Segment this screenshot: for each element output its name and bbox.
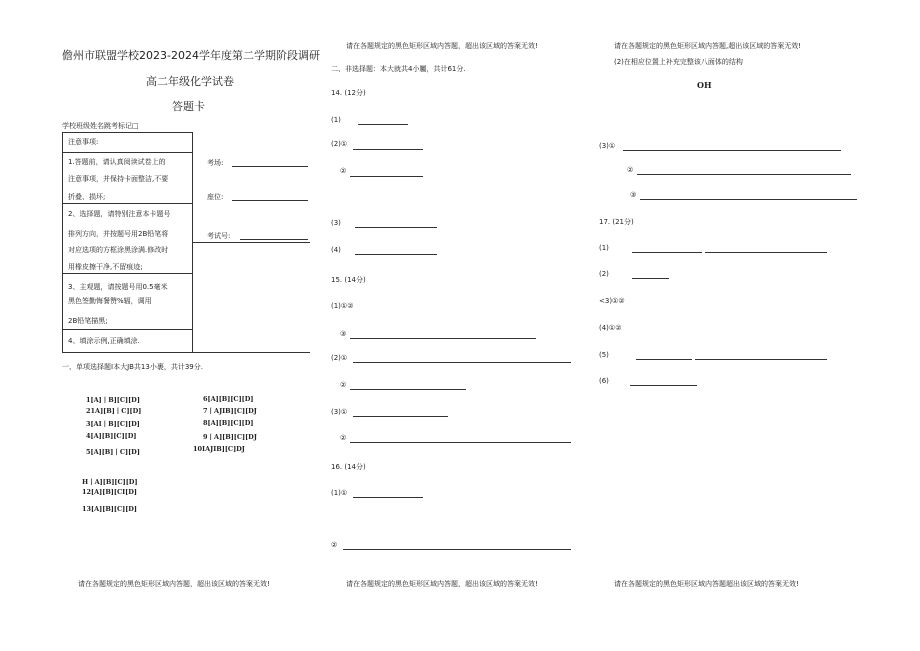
answer-line[interactable]	[350, 338, 536, 339]
notice-line: 黑色签勤悔餐赞%辐，调用	[68, 297, 152, 305]
seat-label: 座位:	[207, 193, 224, 201]
answer-sheet-label: 答题卡	[172, 100, 205, 113]
q-part-label: ③	[630, 191, 637, 199]
mc-question[interactable]: 6[A][B][C][D]	[203, 395, 254, 403]
oh-label: OH	[697, 80, 712, 90]
right-footer-notice: 请在各题规定的黑色矩形区域内答题超出该区域的答案无效!	[614, 580, 799, 588]
q17-part-label: <3)①②	[599, 297, 625, 305]
answer-line[interactable]	[637, 174, 851, 175]
answer-line[interactable]	[623, 150, 841, 151]
q15-part-label: ②	[340, 434, 347, 442]
notice-divider	[62, 203, 192, 204]
q16-part-label: ②	[331, 541, 338, 549]
notice-divider	[62, 152, 192, 153]
answer-line[interactable]	[355, 254, 437, 255]
question-15: 15. (14分)	[331, 276, 366, 284]
answer-line[interactable]	[358, 124, 408, 125]
notice-line: 排列方向，并按题号用2B铅笔将	[68, 230, 169, 238]
exam-room-field[interactable]	[232, 166, 308, 167]
notice-divider	[62, 273, 192, 274]
section2-title: 二、非选择题：本大就共4小屬，共计61分.	[331, 65, 466, 73]
middle-footer-notice: 请在各题规定的黑色矩形区域内答题，超出该区域的答案无效!	[346, 580, 538, 588]
mc-question[interactable]: 1[A]丨B][C][D]	[86, 396, 140, 404]
notice-line: 对应选项的方框涂黑涂满.修改时	[68, 246, 169, 254]
answer-line[interactable]	[350, 389, 466, 390]
student-info-line: 学校班级姓名跳考标记□	[62, 122, 139, 130]
notice-box-top	[62, 132, 192, 133]
answer-line[interactable]	[636, 359, 692, 360]
q15-part-label: (1)①②	[331, 302, 354, 310]
section1-title: 一、单项选择题I本大JB共13小裹，共计39分.	[62, 363, 203, 371]
answer-line[interactable]	[343, 549, 571, 550]
mc-question[interactable]: 21A][B]丨C][D]	[86, 407, 142, 415]
notice-box-bottom	[62, 352, 310, 353]
answer-line[interactable]	[632, 252, 702, 253]
q-part-label: (3)①	[599, 142, 616, 150]
notice-line: 3、主观题，请按题号用0.5毫米	[68, 283, 168, 291]
notice-line: 折叠、损坏;	[68, 193, 106, 201]
notice-line: 4、填涂示例,正确填涂.	[68, 337, 140, 345]
answer-line[interactable]	[353, 362, 571, 363]
answer-line[interactable]	[355, 227, 437, 228]
answer-line[interactable]	[632, 278, 669, 279]
q17-part-label: (1)	[599, 244, 609, 252]
exam-subtitle: 高二年级化学试卷	[146, 75, 234, 88]
q17-part-label: (5)	[599, 351, 609, 359]
q15-part-label: ③	[340, 330, 347, 338]
q14-part-label: ②	[340, 167, 347, 175]
answer-line[interactable]	[353, 416, 448, 417]
notice-heading: 注意事项:	[68, 138, 99, 146]
answer-line[interactable]	[350, 442, 571, 443]
answer-line[interactable]	[353, 497, 423, 498]
q14-part-label: (1)	[331, 116, 341, 124]
answer-line[interactable]	[705, 252, 827, 253]
notice-divider	[62, 329, 192, 330]
middle-header-notice: 请在各题规定的黑色矩形区域内答题，超出该区域的答案无效!	[346, 42, 538, 50]
left-footer-notice: 请在各题规定的黑色矩形区域内答题，超出该区域的答案无效!	[78, 580, 270, 588]
answer-line[interactable]	[630, 385, 697, 386]
q-part-label: ②	[627, 166, 634, 174]
exam-room-label: 考场:	[207, 159, 224, 167]
notice-line: 1.答题前，请认真阅读试卷上的	[68, 158, 166, 166]
q14-part-label: (4)	[331, 246, 341, 254]
notice-line: 用橡皮擦干净,不留痕迹;	[68, 263, 143, 271]
octahedron-note: (2)在相应位置上补充完整该八面体的结构	[614, 58, 743, 66]
mc-question[interactable]: 7丨AJIB][C][DJ	[203, 407, 257, 415]
q17-part-label: (4)①②	[599, 324, 622, 332]
question-17: 17. (21分)	[599, 218, 634, 226]
right-header-notice: 请在各题规定的黑色矩形区域内答题,超出该区域的答案无效!	[614, 42, 802, 50]
q15-part-label: (3)①	[331, 408, 348, 416]
mc-question[interactable]: 8[A][B][C][D]	[203, 419, 254, 427]
notice-line: 注意事项，并保持卡面整洁,不要	[68, 175, 169, 183]
mc-question[interactable]: H丨A][B][C][D]	[82, 478, 138, 486]
mc-question[interactable]: 5[A][B]丨C][D]	[86, 448, 140, 456]
notice-line: 2、选择题，请特别注意本卡题号	[68, 210, 171, 218]
q14-part-label: (3)	[331, 219, 341, 227]
exam-title: 儋州市联盟学校2023-2024学年度第二学期阶段调研	[62, 49, 320, 62]
answer-line[interactable]	[640, 199, 857, 200]
mc-question[interactable]: 3[AI丨B][C][D]	[86, 420, 140, 428]
mc-question[interactable]: 12[A][B][CI[D]	[82, 488, 137, 496]
notice-box-left	[62, 132, 63, 352]
field-divider	[192, 242, 310, 243]
mc-question[interactable]: 10IAJIB][C]DJ	[193, 445, 245, 453]
q15-part-label: ②	[340, 381, 347, 389]
q15-part-label: (2)①	[331, 354, 348, 362]
question-16: 16. (14分)	[331, 463, 366, 471]
q16-part-label: (1)①	[331, 489, 348, 497]
question-14: 14. (12分)	[331, 89, 366, 97]
q17-part-label: (6)	[599, 377, 609, 385]
answer-line[interactable]	[353, 149, 423, 150]
exam-number-label: 考试号:	[207, 232, 231, 240]
mc-question[interactable]: 9丨A][B][C][DJ	[203, 433, 257, 441]
q17-part-label: (2)	[599, 270, 609, 278]
seat-field[interactable]	[232, 200, 308, 201]
mc-question[interactable]: 13[A][B][C][D]	[82, 505, 137, 513]
q14-part-label: (2)①	[331, 140, 348, 148]
answer-line[interactable]	[695, 359, 827, 360]
exam-number-field[interactable]	[240, 239, 308, 240]
answer-line[interactable]	[350, 176, 423, 177]
notice-line: 2B铅笔描黑;	[68, 317, 108, 325]
mc-question[interactable]: 4[A][B][C][D]	[86, 432, 137, 440]
